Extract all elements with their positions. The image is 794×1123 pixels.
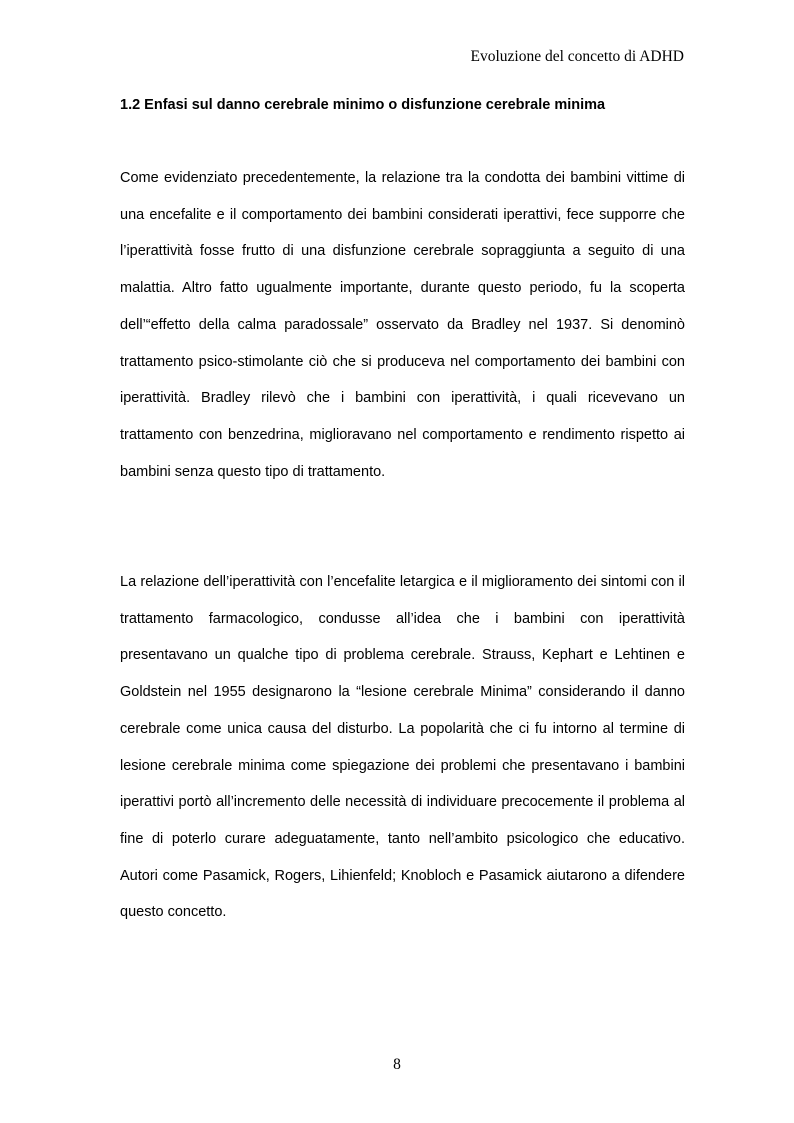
body-paragraph-1: Come evidenziato precedentemente, la relazione tra la condotta dei bambini vittime di una encefalite e il comportamento dei bambini considerati iperattivi, fece supporre che l’iperattività fosse frutto di una disfunzione cerebrale sopraggiunta a seguito di una malattia. Altro fatto ugualmente importante, durante questo periodo, fu la scoperta dell’“effetto della calma paradossale” osservato da Bradley nel 1937. Si denominò trattamento psico-stimolante ciò che si produceva nel comportamento dei bambini con iperattività. Bradley rilevò che i bambini con iperattività, i quali ricevevano un trattamento con benzedrina, miglioravano nel comportamento e rendimento rispetto ai bambini senza questo tipo di trattamento. [120,170,685,480]
body-paragraph-2: La relazione dell’iperattività con l’encefalite letargica e il miglioramento dei sintomi con il trattamento farmacologico, condusse all’idea che i bambini con iperattività presentavano un qualche tipo di problema cerebrale. Strauss, Kephart e Lehtinen e Goldstein nel 1955 designarono la “lesione cerebrale Minima” considerando il danno cerebrale come unica causa del disturbo. La popolarità che ci fu intorno al termine di lesione cerebrale minima come spiegazione dei problemi che presentavano i bambini iperattivi portò all’incremento delle necessità di individuare precocemente il problema al fine di poterlo curare adeguatamente, tanto nell’ambito psicologico che educativo. Autori come Pasamick, Rogers, Lihienfeld; Knobloch e Pasamick aiutarono a difendere questo concetto. [120,574,685,921]
running-header: Evoluzione del concetto di ADHD [470,48,684,65]
section-heading: 1.2 Enfasi sul danno cerebrale minimo o disfunzione cerebrale minima [120,97,606,113]
page-number: 8 [393,1056,401,1073]
